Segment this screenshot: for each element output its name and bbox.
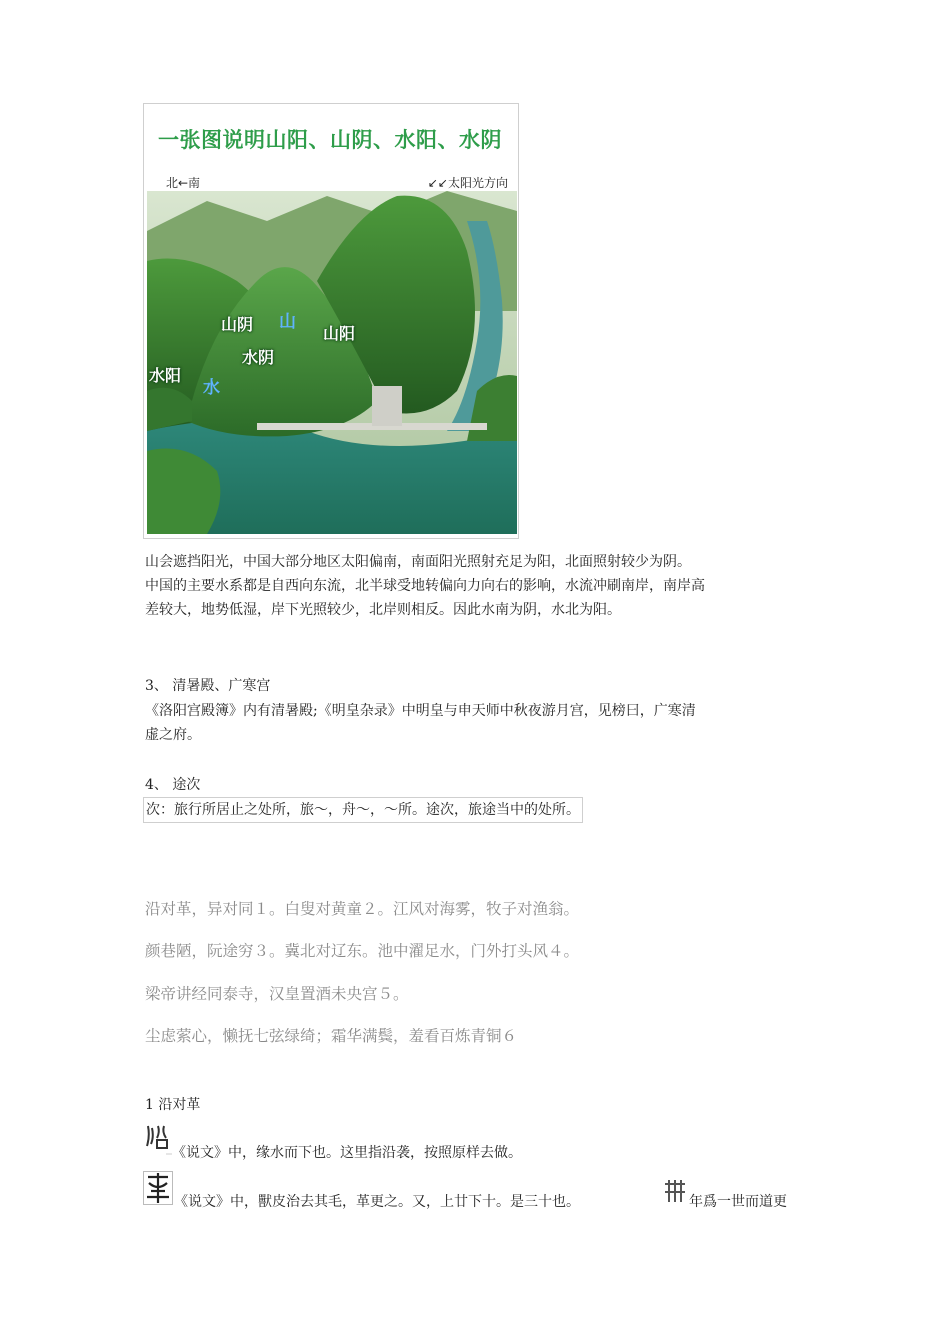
- figure-title: 一张图说明山阳、山阴、水阳、水阴: [158, 128, 502, 152]
- label-shui: 水: [203, 378, 220, 398]
- label-shan: 山: [279, 312, 296, 332]
- verse-line: 颜巷陋，阮途穷３。冀北对辽东。池中濯足水，门外打头风４。: [145, 942, 580, 960]
- note-1-line-continued: 年爲一世而道更: [689, 1194, 787, 1210]
- illustration-figure: [143, 103, 519, 539]
- verse-line: 沿对革，异对同１。白叟对黄童２。江风对海雾，牧子对渔翁。: [145, 900, 580, 918]
- seal-ge-glyph-icon: [143, 1171, 171, 1201]
- paragraph-line: 中国的主要水系都是自西向东流，北半球受地转偏向力向右的影响，水流冲刷南岸，南岸高: [145, 578, 705, 594]
- verse-line: 尘虑萦心，懒抚七弦绿绮；霜华满鬓，羞看百炼青铜６: [145, 1027, 518, 1045]
- seal-ge2-glyph-icon: [663, 1178, 687, 1204]
- label-shuiyin: 水阴: [242, 348, 275, 367]
- section-3-line: 虚之府。: [145, 727, 201, 743]
- section-3-heading: 3、 清暑殿、广寒宫: [145, 678, 271, 694]
- verse-line: 梁帝讲经同泰寺，汉皇置酒未央宫５。: [145, 985, 409, 1003]
- paragraph-line: 山会遮挡阳光，中国大部分地区太阳偏南，南面阳光照射充足为阳，北面照射较少为阴。: [145, 554, 691, 570]
- seal-yan-glyph-icon: [144, 1122, 172, 1152]
- figure-direction-north-south: 北←南: [166, 176, 201, 190]
- label-shanyin: 山阴: [221, 315, 254, 334]
- mountain-river-photo: [147, 191, 517, 534]
- label-shanyang: 山阳: [323, 324, 356, 343]
- note-1-line: 《说文》中，獸皮治去其毛，革更之。又，上廿下十。是三十也。: [174, 1194, 580, 1210]
- section-4-heading: 4、 途次: [145, 777, 201, 793]
- label-shuiyang: 水阳: [149, 366, 182, 385]
- section-3-line: 《洛阳宫殿簿》内有清暑殿;《明皇杂录》中明皇与申天师中秋夜游月宫，见榜曰，广寒清: [145, 703, 696, 719]
- note-1-heading: 1 沿对革: [145, 1097, 201, 1113]
- paragraph-line: 差较大，地势低湿，岸下光照较少，北岸则相反。因此水南为阴，水北为阳。: [145, 602, 621, 618]
- figure-sunlight-direction: ↙↙太阳光方向: [427, 176, 508, 190]
- note-1-line: 《说文》中，缘水而下也。这里指沿袭，按照原样去做。: [172, 1145, 522, 1161]
- section-4-definition: 次：旅行所居止之处所，旅～，舟～，～所。途次，旅途当中的处所。: [143, 797, 583, 823]
